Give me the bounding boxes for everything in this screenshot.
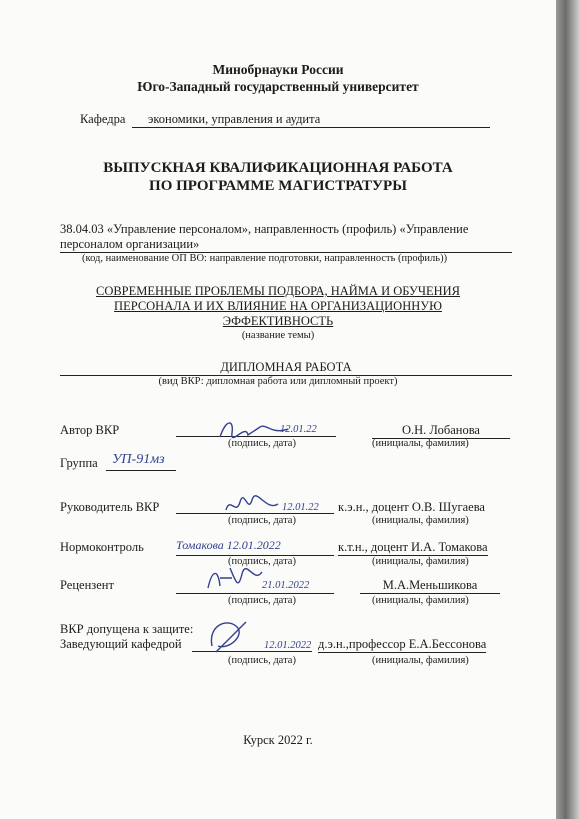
work-title-line-2: ПО ПРОГРАММЕ МАГИСТРАТУРЫ — [149, 178, 407, 194]
ministry-name: Минобрнауки России — [212, 62, 344, 77]
normcontrol-handwritten: Томакова 12.01.2022 — [176, 538, 281, 552]
supervisor-label: Руководитель ВКР — [60, 500, 160, 514]
reviewer-label: Рецензент — [60, 578, 114, 592]
program-line-2: персоналом организации» — [60, 237, 512, 253]
work-title-line-1: ВЫПУСКНАЯ КВАЛИФИКАЦИОННАЯ РАБОТА — [103, 160, 453, 176]
author-sign-caption: (подпись, дата) — [228, 438, 296, 449]
author-date: 12.01.22 — [280, 424, 317, 435]
supervisor-sign-caption: (подпись, дата) — [228, 515, 296, 526]
head-date: 12.01.2022 — [264, 640, 312, 651]
work-type-caption: (вид ВКР: дипломная работа или дипломный проект) — [158, 376, 398, 387]
program-line-1: 38.04.03 «Управление персоналом», направленность (профиль) «Управление — [60, 222, 469, 236]
normcontrol-sign-caption: (подпись, дата) — [228, 556, 296, 567]
supervisor-name-caption: (инициалы, фамилия) — [372, 515, 469, 526]
university-name: Юго-Западный государственный университет — [137, 79, 419, 94]
reviewer-name: М.А.Меньшикова — [360, 578, 500, 594]
department-value: экономики, управления и аудита — [132, 112, 490, 128]
reviewer-sign-caption: (подпись, дата) — [228, 595, 296, 606]
group-value: УП-91мз — [112, 452, 165, 467]
normcontrol-name-caption: (инициалы, фамилия) — [372, 556, 469, 567]
scan-edge — [556, 0, 580, 819]
program-caption: (код, наименование ОП ВО: направление подготовки, направленность (профиль)) — [82, 253, 448, 264]
city-year: Курск 2022 г. — [243, 733, 313, 747]
reviewer-name-caption: (инициалы, фамилия) — [372, 595, 469, 606]
work-type: ДИПЛОМНАЯ РАБОТА — [60, 360, 512, 376]
author-name-caption: (инициалы, фамилия) — [372, 438, 469, 449]
group-underline — [106, 470, 176, 471]
topic-line-2: ПЕРСОНАЛА И ИХ ВЛИЯНИЕ НА ОРГАНИЗАЦИОННУЮ — [114, 299, 442, 313]
normcontrol-name: к.т.н., доцент И.А. Томакова — [338, 540, 488, 554]
head-of-dept-label: Заведующий кафедрой — [60, 637, 182, 651]
reviewer-signature — [202, 562, 266, 594]
admission-label: ВКР допущена к защите: — [60, 622, 194, 636]
supervisor-name: к.э.н., доцент О.В. Шугаева — [338, 500, 485, 514]
supervisor-date: 12.01.22 — [282, 502, 319, 513]
head-name: д.э.н.,профессор Е.А.Бессонова — [318, 637, 487, 651]
author-name: О.Н. Лобанова — [372, 423, 510, 439]
author-label: Автор ВКР — [60, 423, 120, 437]
head-name-caption: (инициалы, фамилия) — [372, 655, 469, 666]
department-label: Кафедра — [80, 112, 126, 126]
topic-line-1: СОВРЕМЕННЫЕ ПРОБЛЕМЫ ПОДБОРА, НАЙМА И ОБУЧЕНИЯ — [95, 284, 460, 298]
topic-caption: (название темы) — [241, 330, 315, 341]
head-sign-caption: (подпись, дата) — [228, 655, 296, 666]
head-signature — [206, 616, 252, 656]
normcontrol-label: Нормоконтроль — [60, 540, 144, 554]
reviewer-date: 21.01.2022 — [262, 580, 310, 591]
topic-line-3: ЭФФЕКТИВНОСТЬ — [222, 314, 334, 328]
group-label: Группа — [60, 456, 98, 470]
